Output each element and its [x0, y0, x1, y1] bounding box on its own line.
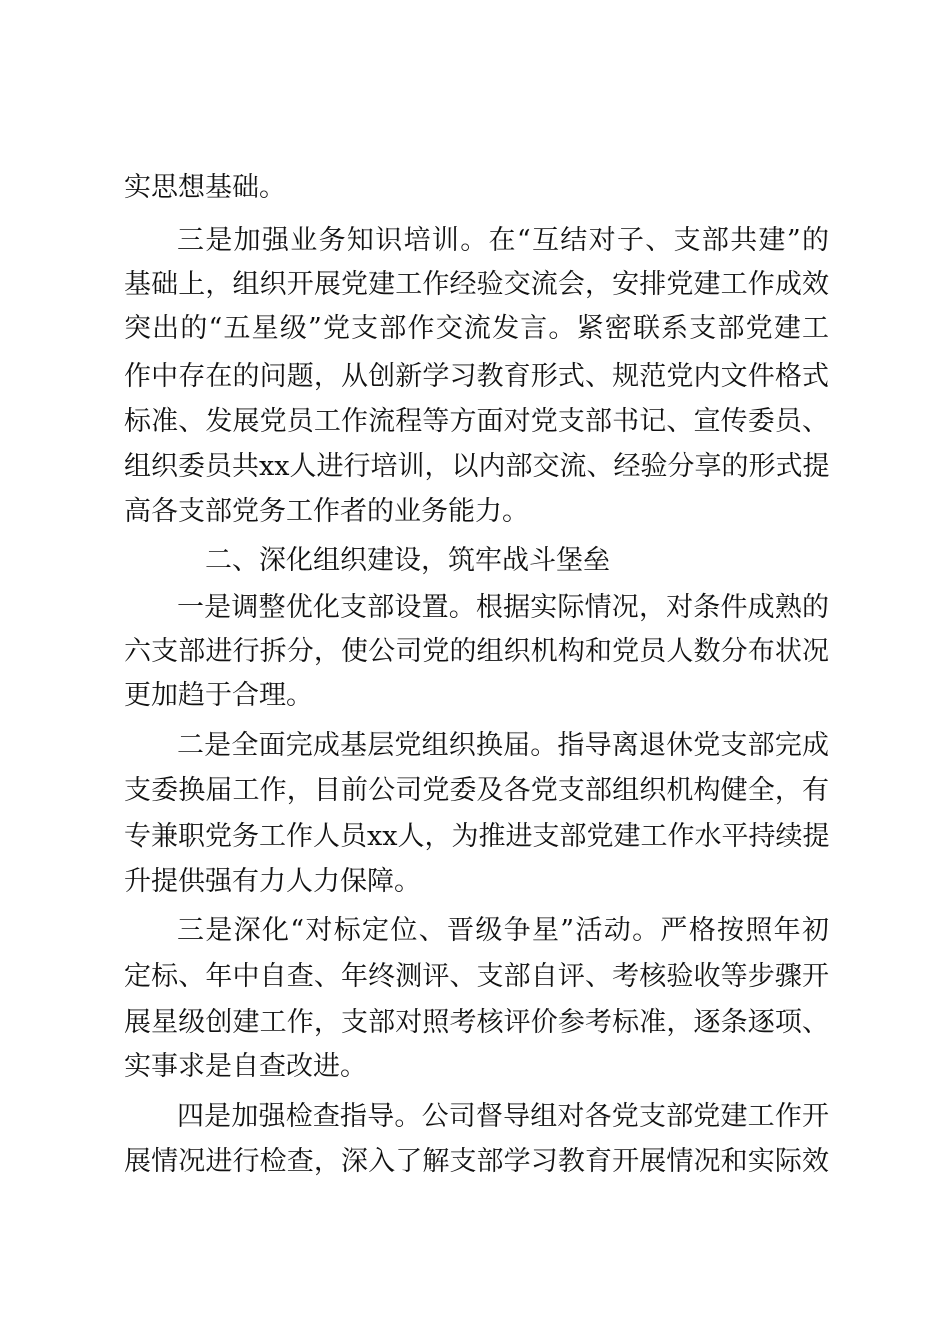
body-text-line: 更加趋于合理。 — [124, 680, 313, 711]
body-text-line: 定标、年中自查、年终测评、支部自评、考核验收等步骤开 — [124, 961, 829, 992]
body-text-line: 六支部进行拆分，使公司党的组织机构和党员人数分布状况 — [124, 636, 829, 667]
body-text-line: 专兼职党务工作人员xx人，为推进支部党建工作水平持续提 — [124, 821, 830, 852]
body-text-line: 高各支部党务工作者的业务能力。 — [124, 496, 529, 527]
body-text-line: 升提供强有力人力保障。 — [124, 866, 421, 897]
body-text-line: 三是加强业务知识培训。在“互结对子、支部共建”的 — [177, 225, 829, 256]
body-text-line: 实思想基础。 — [124, 172, 286, 203]
body-text-line: 组织委员共xx人进行培训，以内部交流、经验分享的形式提 — [124, 451, 830, 482]
body-text-line: 二是全面完成基层党组织换届。指导离退休党支部完成 — [177, 730, 829, 761]
body-text-line: 展星级创建工作，支部对照考核评价参考标准，逐条逐项、 — [124, 1007, 829, 1038]
body-text-line: 一是调整优化支部设置。根据实际情况，对条件成熟的 — [177, 592, 829, 623]
body-text-line: 标准、发展党员工作流程等方面对党支部书记、宣传委员、 — [124, 406, 829, 437]
body-text-line: 四是加强检查指导。公司督导组对各党支部党建工作开 — [177, 1101, 829, 1132]
body-text-line: 实事求是自查改进。 — [124, 1051, 367, 1082]
body-text-line: 三是深化“对标定位、晋级争星”活动。严格按照年初 — [177, 915, 829, 946]
body-text-line: 展情况进行检查，深入了解支部学习教育开展情况和实际效 — [124, 1146, 829, 1177]
body-text-line: 基础上，组织开展党建工作经验交流会，安排党建工作成效 — [124, 269, 829, 300]
body-text-line: 作中存在的问题，从创新学习教育形式、规范党内文件格式 — [124, 361, 829, 392]
body-text-line: 突出的“五星级”党支部作交流发言。紧密联系支部党建工 — [124, 313, 829, 344]
section-heading: 二、深化组织建设，筑牢战斗堡垒 — [205, 545, 610, 576]
body-text-line: 支委换届工作，目前公司党委及各党支部组织机构健全，有 — [124, 775, 829, 806]
